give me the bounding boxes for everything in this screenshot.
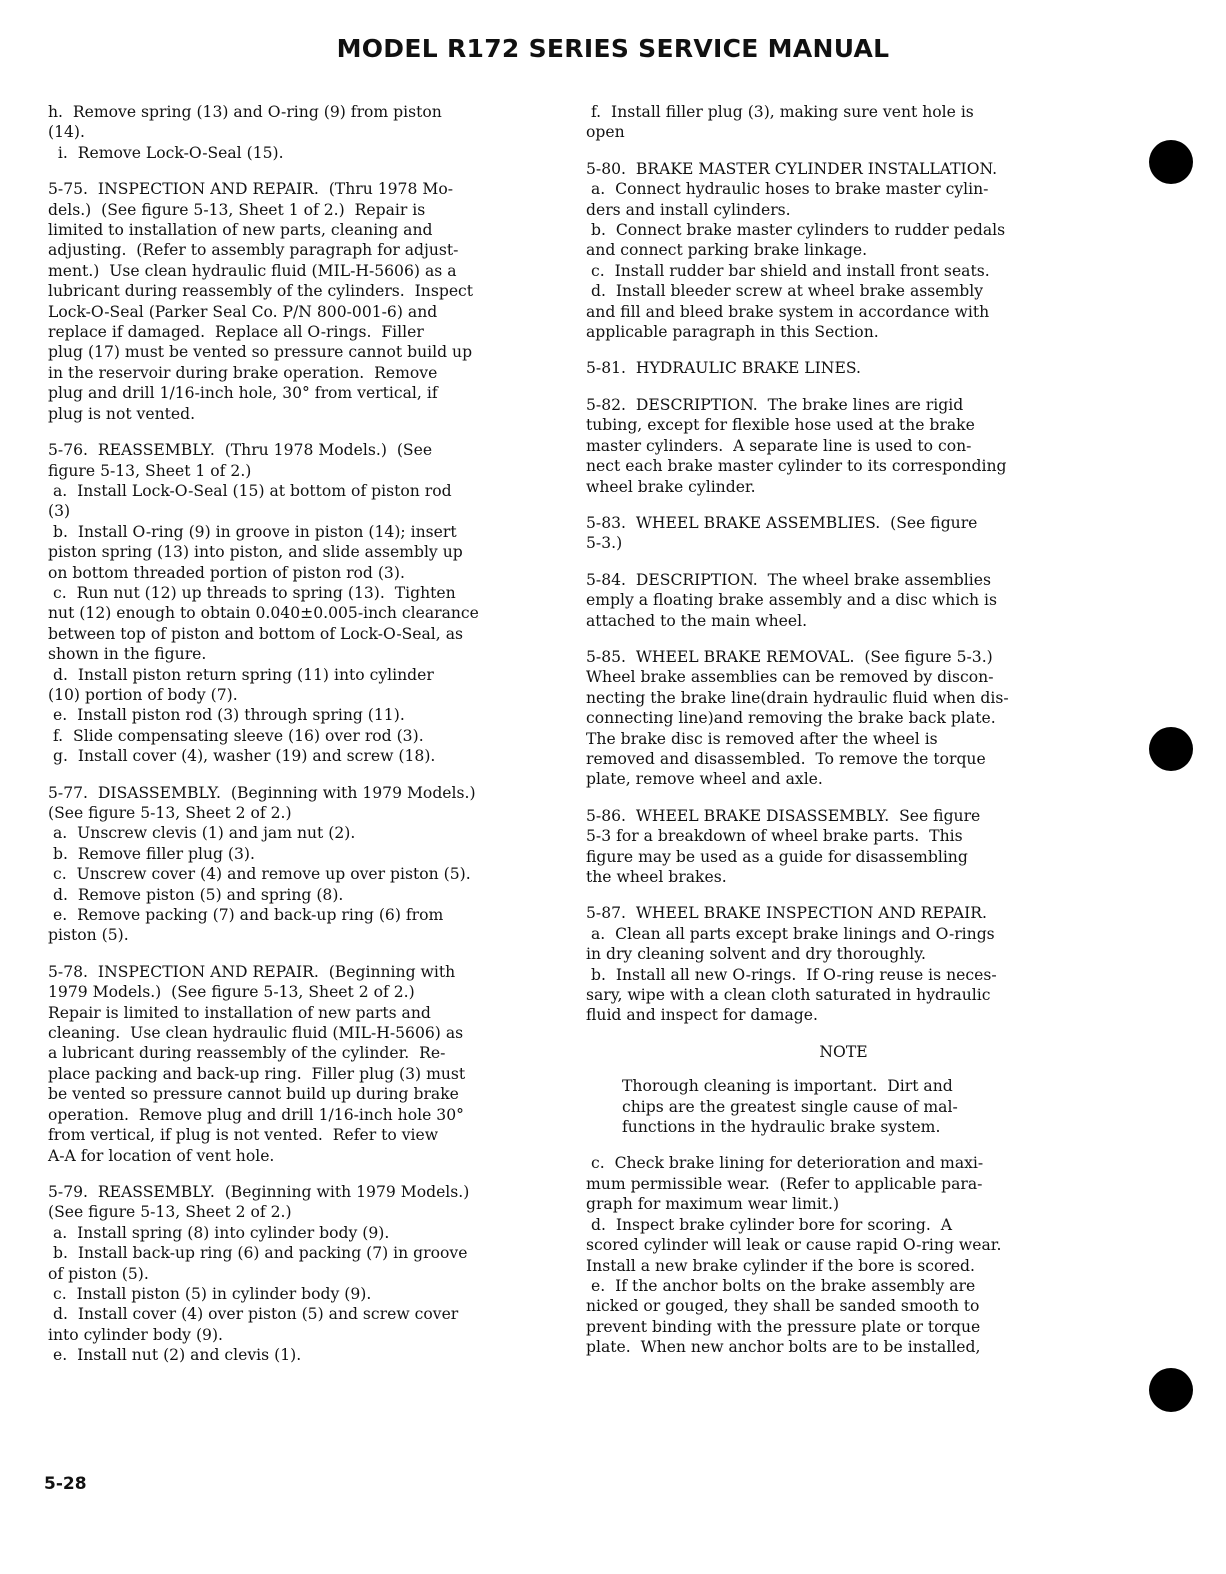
text-line: g. Install cover (4), washer (19) and screw (18). (48, 747, 436, 766)
paragraph-block (586, 647, 1101, 790)
text-line: between top of piston and bottom of Lock-O-Seal, as (48, 624, 464, 643)
page-number: 5-28 (44, 1474, 87, 1494)
text-line: 1979 Models.) (See figure 5-13, Sheet 2 of 2.) (48, 983, 415, 1002)
text-line: Repair is limited to installation of new parts and (48, 1003, 431, 1022)
binder-hole (1149, 1368, 1193, 1412)
text-line: b. Install back-up ring (6) and packing (7) in groove (48, 1244, 468, 1263)
text-line: lubricant during reassembly of the cylinders. Inspect (48, 282, 474, 301)
text-line: 5-77. DISASSEMBLY. (Beginning with 1979 Models.) (48, 783, 476, 802)
text-line: 5-78. INSPECTION AND REPAIR. (Beginning with (48, 962, 456, 981)
text-line: e. If the anchor bolts on the brake assembly are (586, 1276, 976, 1295)
text-line: nect each brake master cylinder to its corresponding (586, 457, 1007, 476)
note-body (622, 1076, 1042, 1137)
text-line: place packing and back-up ring. Filler plug (3) must (48, 1064, 466, 1083)
text-line: plug (17) must be vented so pressure cannot build up (48, 343, 473, 362)
text-line: on bottom threaded portion of piston rod (3). (48, 563, 405, 582)
paragraph-block (48, 962, 548, 1166)
text-line: necting the brake line(drain hydraulic fluid when dis- (586, 688, 1009, 707)
text-line: e. Remove packing (7) and back-up ring (6) from (48, 906, 444, 925)
text-line: plug is not vented. (48, 404, 196, 423)
text-line: Lock-O-Seal (Parker Seal Co. P/N 800-001-6) and (48, 302, 438, 321)
text-line: b. Connect brake master cylinders to rudder pedals (586, 221, 1006, 240)
binder-hole (1149, 140, 1193, 184)
text-line: in the reservoir during brake operation. Remove (48, 363, 438, 382)
text-line: f. Slide compensating sleeve (16) over rod (3). (48, 726, 424, 745)
text-line: 5-87. WHEEL BRAKE INSPECTION AND REPAIR. (586, 904, 987, 923)
text-line: and fill and bleed brake system in accordance with (586, 302, 990, 321)
text-line: (See figure 5-13, Sheet 2 of 2.) (48, 1203, 292, 1222)
text-line: master cylinders. A separate line is used to con- (586, 436, 972, 455)
text-line: plate. When new anchor bolts are to be installed, (586, 1338, 981, 1357)
text-line: 5-76. REASSEMBLY. (Thru 1978 Models.) (See (48, 441, 433, 460)
text-line: sary, wipe with a clean cloth saturated in hydraulic (586, 986, 991, 1005)
text-line: from vertical, if plug is not vented. Refer to view (48, 1126, 439, 1145)
text-line: emply a floating brake assembly and a disc which is (586, 591, 998, 610)
text-line: a. Unscrew clevis (1) and jam nut (2). (48, 824, 356, 843)
paragraph-block (48, 102, 548, 163)
text-line: open (586, 123, 625, 142)
paragraph-block (48, 783, 548, 946)
text-line: and connect parking brake linkage. (586, 241, 868, 260)
text-line: c. Check brake lining for deterioration and maxi- (586, 1154, 984, 1173)
text-line: be vented so pressure cannot build up during brake (48, 1085, 459, 1104)
paragraph-block (48, 440, 548, 767)
text-line: applicable paragraph in this Section. (586, 323, 879, 342)
paragraph-block (586, 159, 1101, 343)
text-line: The brake disc is removed after the wheel is (586, 729, 938, 748)
right-column-top (586, 102, 1101, 1026)
paragraph-block (586, 903, 1101, 1025)
text-line: replace if damaged. Replace all O-rings. Filler (48, 323, 424, 342)
text-line: fluid and inspect for damage. (586, 1006, 818, 1025)
text-line: 5-3 for a breakdown of wheel brake parts. This (586, 827, 963, 846)
text-line: attached to the main wheel. (586, 611, 808, 630)
text-line: 5-81. HYDRAULIC BRAKE LINES. (586, 359, 861, 378)
paragraph-block (586, 570, 1101, 631)
text-line: figure 5-13, Sheet 1 of 2.) (48, 461, 252, 480)
text-line: (14). (48, 123, 85, 142)
text-line: connecting line)and removing the brake back plate. (586, 709, 996, 728)
text-line: limited to installation of new parts, cleaning and (48, 221, 433, 240)
paragraph-block (586, 806, 1101, 888)
text-line: Wheel brake assemblies can be removed by discon- (586, 668, 994, 687)
text-line: d. Install bleeder screw at wheel brake assembly (586, 282, 984, 301)
text-line: Install a new brake cylinder if the bore is scored. (586, 1256, 975, 1275)
text-line: a lubricant during reassembly of the cylinder. Re- (48, 1044, 446, 1063)
text-line: 5-82. DESCRIPTION. The brake lines are rigid (586, 395, 964, 414)
note-line: Thorough cleaning is important. Dirt and (622, 1077, 953, 1096)
text-line: plug and drill 1/16-inch hole, 30° from vertical, if (48, 384, 438, 403)
text-line: 5-3.) (586, 534, 623, 553)
paragraph-block (48, 1182, 548, 1366)
text-line: b. Install O-ring (9) in groove in piston (14); insert (48, 522, 457, 541)
text-line: c. Run nut (12) up threads to spring (13). Tighten (48, 583, 456, 602)
text-line: plate, remove wheel and axle. (586, 770, 823, 789)
text-line: d. Install cover (4) over piston (5) and screw cover (48, 1305, 459, 1324)
text-line: adjusting. (Refer to assembly paragraph for adjust- (48, 241, 459, 260)
text-line: a. Install spring (8) into cylinder body (9). (48, 1223, 390, 1242)
paragraph-block (586, 1153, 1101, 1357)
text-line: dels.) (See figure 5-13, Sheet 1 of 2.) Repair is (48, 200, 426, 219)
text-line: figure may be used as a guide for disassembling (586, 847, 968, 866)
note-box (586, 1042, 1101, 1138)
text-line: c. Install piston (5) in cylinder body (9). (48, 1284, 372, 1303)
text-line: scored cylinder will leak or cause rapid O-ring wear. (586, 1236, 1002, 1255)
text-line: nut (12) enough to obtain 0.040±0.005-inch clearance (48, 604, 479, 623)
text-line: i. Remove Lock-O-Seal (15). (48, 143, 284, 162)
note-line: functions in the hydraulic brake system. (622, 1118, 941, 1137)
text-line: e. Install nut (2) and clevis (1). (48, 1346, 302, 1365)
paragraph-block (586, 102, 1101, 143)
text-line: A-A for location of vent hole. (48, 1146, 275, 1165)
text-line: (See figure 5-13, Sheet 2 of 2.) (48, 804, 292, 822)
text-line: wheel brake cylinder. (586, 477, 756, 496)
text-line: graph for maximum wear limit.) (586, 1195, 840, 1214)
text-line: 5-85. WHEEL BRAKE REMOVAL. (See figure 5-3.) (586, 647, 993, 666)
text-line: (10) portion of body (7). (48, 685, 238, 704)
text-line: b. Install all new O-rings. If O-ring reuse is neces- (586, 965, 997, 984)
text-line: c. Unscrew cover (4) and remove up over piston (5). (48, 865, 471, 884)
text-line: 5-79. REASSEMBLY. (Beginning with 1979 Models.) (48, 1182, 470, 1201)
text-line: d. Inspect brake cylinder bore for scoring. A (586, 1215, 953, 1234)
text-line: c. Install rudder bar shield and install front seats. (586, 261, 990, 280)
text-line: ment.) Use clean hydraulic fluid (MIL-H-5606) as a (48, 261, 457, 280)
text-line: d. Remove piston (5) and spring (8). (48, 885, 344, 904)
text-line: in dry cleaning solvent and dry thoroughly. (586, 945, 926, 964)
text-line: 5-84. DESCRIPTION. The wheel brake assemblies (586, 570, 991, 589)
paragraph-block (586, 395, 1101, 497)
paragraph-block (586, 358, 1101, 378)
text-line: mum permissible wear. (Refer to applicable para- (586, 1174, 983, 1193)
text-line: piston (5). (48, 926, 129, 945)
text-line: shown in the figure. (48, 645, 207, 664)
text-line: the wheel brakes. (586, 868, 727, 886)
text-line: h. Remove spring (13) and O-ring (9) from piston (48, 103, 442, 121)
page-title: MODEL R172 SERIES SERVICE MANUAL (336, 34, 890, 63)
note-heading: NOTE (819, 1042, 868, 1061)
text-line: a. Install Lock-O-Seal (15) at bottom of piston rod (48, 481, 452, 500)
text-line: (3) (48, 502, 71, 521)
text-line: e. Install piston rod (3) through spring (11). (48, 706, 405, 725)
text-line: 5-80. BRAKE MASTER CYLINDER INSTALLATION. (586, 159, 998, 178)
text-line: ders and install cylinders. (586, 200, 791, 219)
text-line: b. Remove filler plug (3). (48, 844, 255, 863)
text-line: tubing, except for flexible hose used at the brake (586, 416, 975, 435)
paragraph-block (586, 513, 1101, 554)
text-line: 5-83. WHEEL BRAKE ASSEMBLIES. (See figure (586, 513, 978, 532)
text-line: nicked or gouged, they shall be sanded smooth to (586, 1297, 980, 1316)
text-line: into cylinder body (9). (48, 1325, 223, 1344)
text-line: operation. Remove plug and drill 1/16-inch hole 30° (48, 1105, 464, 1124)
text-line: prevent binding with the pressure plate or torque (586, 1317, 981, 1336)
right-column (586, 102, 1101, 1374)
text-line: of piston (5). (48, 1264, 149, 1283)
note-line: chips are the greatest single cause of mal- (622, 1097, 958, 1116)
left-column (48, 102, 548, 1382)
text-line: f. Install filler plug (3), making sure vent hole is (586, 103, 974, 121)
paragraph-block (48, 179, 548, 424)
text-line: removed and disassembled. To remove the torque (586, 749, 986, 768)
binder-hole (1149, 727, 1193, 771)
text-line: 5-75. INSPECTION AND REPAIR. (Thru 1978 Mo- (48, 180, 453, 199)
text-line: 5-86. WHEEL BRAKE DISASSEMBLY. See figure (586, 806, 981, 825)
text-line: d. Install piston return spring (11) into cylinder (48, 665, 434, 684)
text-line: a. Clean all parts except brake linings and O-rings (586, 924, 995, 943)
text-line: a. Connect hydraulic hoses to brake master cylin- (586, 180, 989, 199)
text-line: piston spring (13) into piston, and slide assembly up (48, 543, 463, 562)
text-line: cleaning. Use clean hydraulic fluid (MIL-H-5606) as (48, 1024, 464, 1043)
right-column-bottom (586, 1153, 1101, 1357)
